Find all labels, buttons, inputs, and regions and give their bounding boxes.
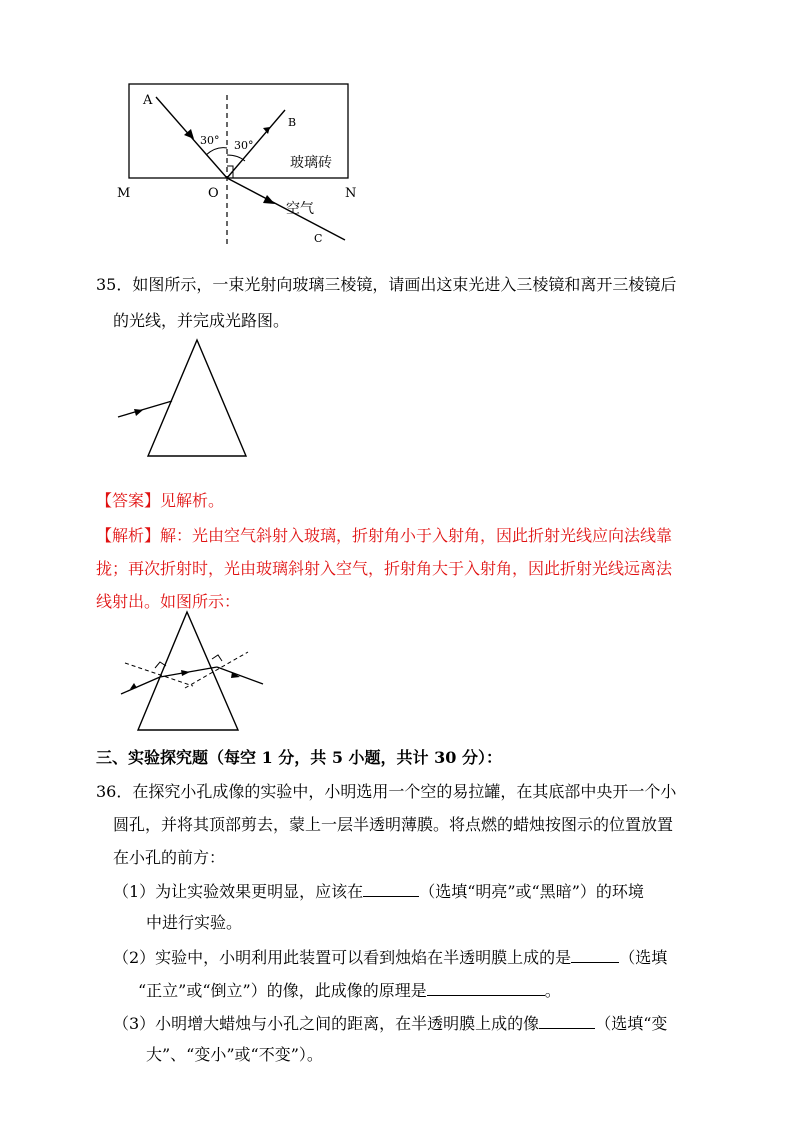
prism-answer-figure (110, 608, 275, 734)
reflected-arrow (263, 127, 270, 134)
label-c: C (314, 232, 323, 245)
inside-arrow (181, 670, 190, 676)
q36-part-2-text-c: “正立”或“倒立”）的像，此成像的原理是 (138, 981, 427, 1000)
answer-blank-3[interactable] (427, 979, 545, 996)
q36-part-2 (113, 946, 667, 968)
incident-ray (118, 401, 172, 417)
q36-part-2-text-b: （选填 (619, 948, 668, 967)
q36-part-3-text-b: （选填“变 (595, 1014, 668, 1033)
q36-part-2-text-d: 。 (544, 981, 561, 1000)
answer-blank-1[interactable] (363, 880, 419, 897)
answer-blank-2[interactable] (571, 946, 619, 963)
angle-label-2: 30° (234, 139, 254, 152)
incident-arrow (134, 409, 143, 416)
q36-part-1 (113, 880, 644, 902)
prism (148, 340, 246, 456)
prism (138, 612, 238, 730)
answer-blank-4[interactable] (539, 1012, 595, 1029)
section-heading: 三、实验探究题（每空 1 分，共 5 小题，共计 30 分）： (96, 748, 502, 767)
answer-line: 【答案】见解析。 (96, 491, 225, 510)
q36-line-1: 36．在探究小孔成像的实验中，小明选用一个空的易拉罐，在其底部中央开一个小 (96, 782, 677, 801)
q36-part-3-text-a: （3）小明增大蜡烛与小孔之间的距离，在半透明膜上成的像 (113, 1014, 540, 1033)
q36-part-2-text-a: （2）实验中，小明利用此装置可以看到烛焰在半透明膜上成的是 (113, 948, 572, 967)
q36-part-1-text-b: （选填“明亮”或“黑暗”）的环境 (419, 882, 644, 901)
q36-part-2-cont (138, 979, 561, 1001)
q36-line-3: 在小孔的前方： (113, 848, 226, 867)
angle-arc-left (206, 148, 227, 155)
label-b: B (288, 116, 297, 129)
q35-line-2: 的光线，并完成光路图。 (113, 311, 290, 330)
emergent-ray (217, 667, 263, 684)
refracted-arrow (263, 195, 275, 204)
angle-label-1: 30° (200, 134, 220, 147)
q36-part-3-cont: 大”、“变小”或“不变”）。 (146, 1045, 323, 1064)
refraction-figure (100, 70, 370, 255)
glass-label: 玻璃砖 (290, 155, 332, 171)
label-a: A (143, 93, 153, 108)
analysis-line-2: 拢；再次折射时，光由玻璃斜射入空气，折射角大于入射角，因此折射光线远离法 (96, 559, 673, 578)
analysis-line-1: 【解析】解：光由空气斜射入玻璃，折射角小于入射角，因此折射光线应向法线靠 (96, 526, 673, 545)
label-o: O (208, 186, 219, 201)
label-m: M (117, 186, 131, 201)
q35-line-1: 35．如图所示，一束光射向玻璃三棱镜，请画出这束光进入三棱镜和离开三棱镜后 (96, 275, 677, 294)
right-angle-mark-2 (212, 655, 222, 661)
incident-arrow (130, 683, 137, 689)
analysis-line-3: 线射出。如图所示： (96, 592, 241, 611)
q36-part-3 (113, 1012, 667, 1034)
q36-part-1-cont: 中进行实验。 (146, 913, 243, 932)
q36-part-1-text-a: （1）为让实验效果更明显，应该在 (113, 882, 364, 901)
normal-line-2 (185, 652, 248, 688)
air-label: 空气 (286, 201, 314, 217)
prism-question-figure (110, 338, 260, 460)
q36-line-2: 圆孔，并将其顶部剪去，蒙上一层半透明薄膜。将点燃的蜡烛按图示的位置放置 (113, 815, 674, 834)
label-n: N (345, 186, 357, 201)
